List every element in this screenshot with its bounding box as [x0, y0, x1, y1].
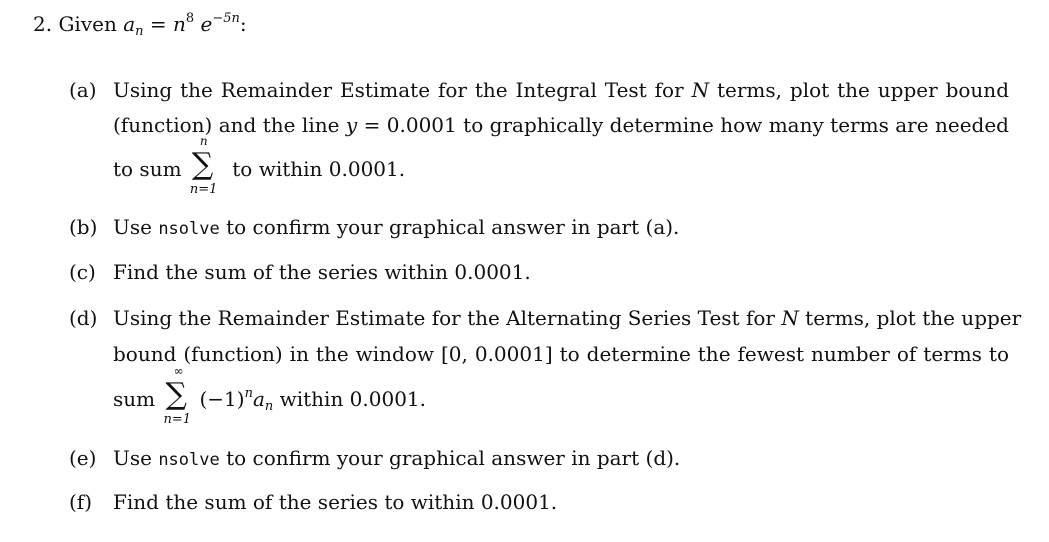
- part-label-f: (f): [69, 490, 93, 514]
- part-b-line: Use nsolve to confirm your graphical answer in part (a).: [113, 215, 680, 239]
- nsolve-code: nsolve: [158, 450, 220, 470]
- problem-number: 2.: [33, 12, 53, 36]
- problem-heading: [33, 11, 247, 39]
- summation-symbol: n ∑ n=1: [189, 134, 218, 197]
- part-c-line: Find the sum of the series within 0.0001.: [113, 260, 531, 284]
- part-c: [69, 260, 1029, 290]
- part-d-line-2: bound (function) in the window [0, 0.0001] to determine the fewest number of terms to: [113, 342, 1009, 366]
- part-label-c: (c): [69, 260, 96, 284]
- part-a-line-2: (function) and the line y = 0.0001 to graphically determine how many terms are needed: [113, 113, 1009, 137]
- part-label-a: (a): [69, 78, 97, 102]
- exponential-term: $e^{-5n}$: [200, 11, 240, 36]
- part-e: [69, 446, 1029, 476]
- summation-symbol: ∞ ∑ n=1: [163, 364, 192, 427]
- problem-intro: Given: [58, 12, 117, 36]
- part-f: [69, 490, 1029, 520]
- part-label-b: (b): [69, 215, 98, 239]
- equals-sign: =: [149, 12, 167, 36]
- part-a: [69, 78, 1029, 208]
- part-label-e: (e): [69, 446, 97, 470]
- sequence-symbol: $a_n$: [123, 12, 144, 39]
- part-a-line-1: Using the Remainder Estimate for the Integral Test for N terms, plot the upper bound: [113, 78, 1009, 102]
- part-d-line-1: Using the Remainder Estimate for the Alternating Series Test for N terms, plot the upper: [113, 306, 1022, 330]
- part-d-line-3: sum ∞ ∑ n=1 $(-1)^na_n$ within 0.0001.: [113, 364, 427, 427]
- part-f-line: Find the sum of the series to within 0.0001.: [113, 490, 558, 514]
- part-label-d: (d): [69, 306, 98, 330]
- nsolve-code: nsolve: [158, 219, 220, 239]
- part-d: [69, 306, 1029, 436]
- part-a-line-3: to sum n ∑ n=1 to within 0.0001.: [113, 134, 406, 197]
- power-term: $n^8$: [173, 11, 195, 36]
- part-e-line: Use nsolve to confirm your graphical answer in part (d).: [113, 446, 681, 470]
- heading-colon: :: [239, 12, 247, 36]
- part-b: [69, 215, 1029, 245]
